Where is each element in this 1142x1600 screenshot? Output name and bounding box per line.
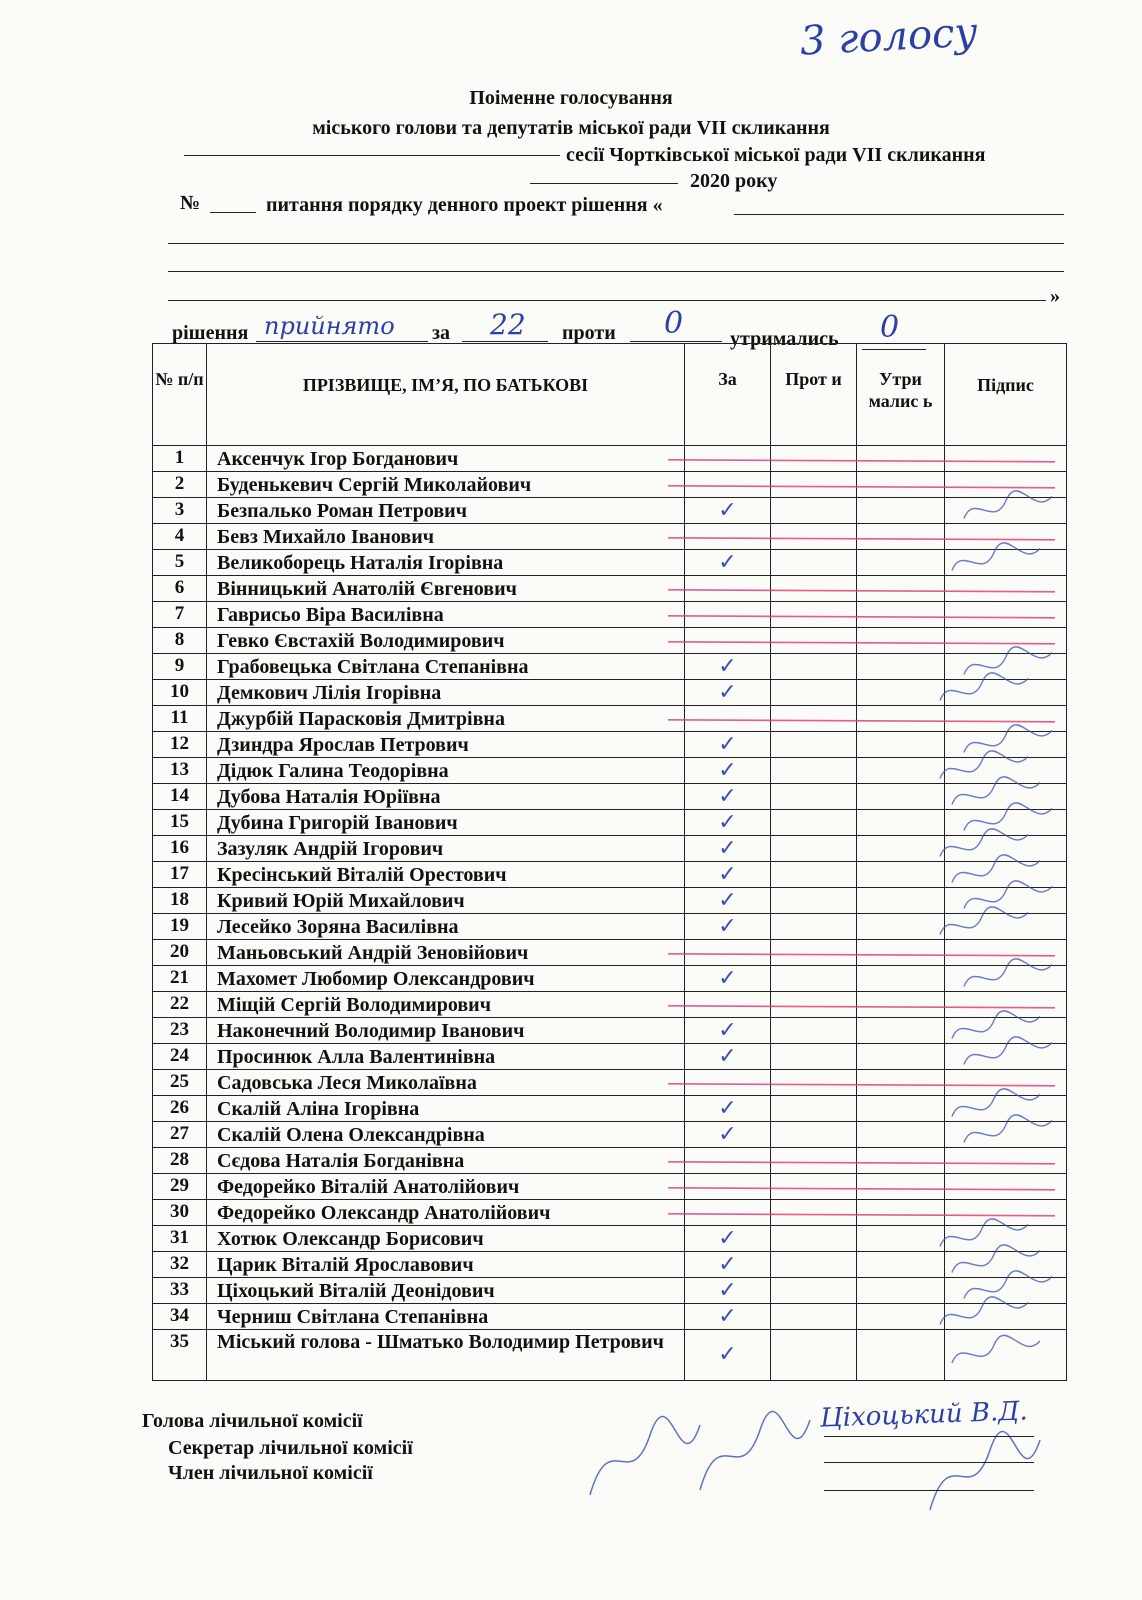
signature-scribble — [964, 803, 1052, 831]
signature-scribble — [964, 491, 1052, 519]
row-number: 14 — [153, 784, 207, 810]
against-label: проти — [562, 322, 616, 344]
row-name: Дзиндра Ярослав Петрович — [207, 732, 685, 758]
signature-scribble — [940, 1297, 1028, 1325]
check-mark-icon: ✓ — [718, 1303, 737, 1329]
row-number: 23 — [153, 1018, 207, 1044]
signature-scribble — [964, 1271, 1052, 1299]
row-name: Федорейко Віталій Анатолійович — [207, 1174, 685, 1200]
row-name: Маньовський Андрій Зеновійович — [207, 940, 685, 966]
row-number: 21 — [153, 966, 207, 992]
row-name: Демкович Лілія Ігорівна — [207, 680, 685, 706]
signature-scribble — [952, 543, 1040, 571]
secretary-sign-line — [824, 1462, 1034, 1463]
row-name: Міщій Сергій Володимирович — [207, 992, 685, 1018]
title-line-1: Поіменне голосування — [469, 87, 673, 109]
row-name: Кресінський Віталій Орестович — [207, 862, 685, 888]
for-label: за — [432, 322, 451, 344]
check-mark-icon: ✓ — [718, 835, 737, 861]
absent-strike-line — [668, 616, 1055, 618]
check-mark-icon: ✓ — [718, 783, 737, 809]
row-number: 35 — [153, 1330, 207, 1381]
title-line-2: міського голови та депутатів міської ради VII скликання — [312, 117, 830, 139]
absent-strike-line — [668, 538, 1055, 540]
absent-strike-line — [668, 1214, 1055, 1216]
row-name: Гевко Євстахій Володимирович — [207, 628, 685, 654]
row-name: Бевз Михайло Іванович — [207, 524, 685, 550]
signature-scribble — [940, 829, 1028, 857]
row-name: Федорейко Олександр Анатолійович — [207, 1200, 685, 1226]
item-number-label: № — [180, 192, 201, 214]
row-number: 29 — [153, 1174, 207, 1200]
abstain-label: утримались — [730, 328, 839, 350]
for-value: 22 — [490, 308, 526, 341]
commission-signature-scribble — [590, 1416, 700, 1495]
row-name: Лесейко Зоряна Василівна — [207, 914, 685, 940]
row-name: Скалій Аліна Ігорівна — [207, 1096, 685, 1122]
abstain-value: 0 — [880, 310, 900, 345]
row-name: Джурбій Парасковія Дмитрівна — [207, 706, 685, 732]
commission-signature-scribble — [700, 1411, 810, 1490]
row-name: Безпалько Роман Петрович — [207, 498, 685, 524]
signature-scribble — [940, 751, 1028, 779]
row-name: Дубина Григорій Іванович — [207, 810, 685, 836]
row-name: Скалій Олена Олександрівна — [207, 1122, 685, 1148]
member-sign-line — [824, 1490, 1034, 1491]
check-mark-icon: ✓ — [718, 1277, 737, 1303]
row-name: Дідюк Галина Теодорівна — [207, 758, 685, 784]
agenda-label: питання порядку денного проект рішення « — [266, 194, 663, 216]
commission-signature-scribble — [930, 1431, 1040, 1510]
row-number: 3 — [153, 498, 207, 524]
check-mark-icon: ✓ — [718, 1043, 737, 1069]
row-name: Зазуляк Андрій Ігорович — [207, 836, 685, 862]
check-mark-icon: ✓ — [718, 809, 737, 835]
absent-strike-line — [668, 954, 1055, 956]
row-name: Грабовецька Світлана Степанівна — [207, 654, 685, 680]
row-name: Сєдова Наталія Богданівна — [207, 1148, 685, 1174]
row-number: 1 — [153, 446, 207, 472]
corner-note: 3 голосу — [798, 9, 979, 65]
signature-scribble — [952, 777, 1040, 805]
check-mark-icon: ✓ — [718, 1121, 737, 1147]
row-name: Буденькевич Сергій Миколайович — [207, 472, 685, 498]
row-number: 12 — [153, 732, 207, 758]
row-number: 4 — [153, 524, 207, 550]
absent-strike-line — [668, 1188, 1055, 1190]
signature-scribble — [940, 673, 1028, 701]
row-name: Великоборець Наталія Ігорівна — [207, 550, 685, 576]
signature-scribble — [940, 1219, 1028, 1247]
absent-strike-line — [668, 642, 1055, 644]
row-number: 25 — [153, 1070, 207, 1096]
signature-scribble — [964, 647, 1052, 675]
row-number: 6 — [153, 576, 207, 602]
absent-strike-line — [668, 590, 1055, 592]
check-mark-icon: ✓ — [718, 679, 737, 705]
signature-scribble — [952, 855, 1040, 883]
row-name: Садовська Леся Миколаївна — [207, 1070, 685, 1096]
check-mark-icon: ✓ — [718, 861, 737, 887]
absent-strike-line — [668, 1162, 1055, 1164]
check-mark-icon: ✓ — [718, 1342, 737, 1367]
check-mark-icon: ✓ — [718, 965, 737, 991]
row-number: 31 — [153, 1226, 207, 1252]
row-name: Гаврисьо Віра Василівна — [207, 602, 685, 628]
head-sign-line — [824, 1436, 1034, 1437]
signature-scribble — [964, 1115, 1052, 1143]
check-mark-icon: ✓ — [718, 1225, 737, 1251]
row-number: 15 — [153, 810, 207, 836]
header-abstain: Утри малис ь — [857, 344, 945, 446]
row-name: Дубова Наталія Юріївна — [207, 784, 685, 810]
row-number: 19 — [153, 914, 207, 940]
row-name: Махомет Любомир Олександрович — [207, 966, 685, 992]
absent-strike-line — [668, 486, 1055, 488]
row-name: Ціхоцький Віталій Деонідович — [207, 1278, 685, 1304]
commission-head: Голова лічильної комісії — [142, 1410, 363, 1432]
header-signature: Підпис — [945, 344, 1067, 446]
row-number: 22 — [153, 992, 207, 1018]
row-number: 24 — [153, 1044, 207, 1070]
row-number: 30 — [153, 1200, 207, 1226]
signature-scribble — [952, 1335, 1040, 1363]
row-number: 13 — [153, 758, 207, 784]
row-number: 2 — [153, 472, 207, 498]
check-mark-icon: ✓ — [718, 549, 737, 575]
row-number: 18 — [153, 888, 207, 914]
row-number: 34 — [153, 1304, 207, 1330]
decision-value: прийнято — [264, 312, 395, 340]
signature-scribble — [952, 1245, 1040, 1273]
row-number: 7 — [153, 602, 207, 628]
check-mark-icon: ✓ — [718, 497, 737, 523]
row-number: 26 — [153, 1096, 207, 1122]
check-mark-icon: ✓ — [718, 1251, 737, 1277]
signature-scribble — [952, 1089, 1040, 1117]
header-for: За — [685, 344, 771, 446]
signature-scribble — [952, 1011, 1040, 1039]
signature-scribble — [964, 881, 1052, 909]
close-quote: » — [1050, 285, 1060, 307]
row-name: Наконечний Володимир Іванович — [207, 1018, 685, 1044]
commission-member: Член лічильної комісії — [168, 1462, 373, 1484]
row-name: Просинюк Алла Валентинівна — [207, 1044, 685, 1070]
signature-scribble — [964, 725, 1052, 753]
row-name: Міський голова - Шматько Володимир Петрович — [207, 1330, 685, 1381]
absent-strike-line — [668, 720, 1055, 722]
row-number: 10 — [153, 680, 207, 706]
row-number: 20 — [153, 940, 207, 966]
head-signed-name: Ціхоцький В.Д. — [819, 1396, 1029, 1434]
check-mark-icon: ✓ — [718, 913, 737, 939]
signature-scribble — [964, 959, 1052, 987]
check-mark-icon: ✓ — [718, 1095, 737, 1121]
absent-strike-line — [668, 1006, 1055, 1008]
against-value: 0 — [664, 306, 684, 341]
row-number: 11 — [153, 706, 207, 732]
row-number: 9 — [153, 654, 207, 680]
check-mark-icon: ✓ — [718, 731, 737, 757]
row-name: Хотюк Олександр Борисович — [207, 1226, 685, 1252]
row-number: 16 — [153, 836, 207, 862]
check-mark-icon: ✓ — [718, 653, 737, 679]
row-name: Кривий Юрій Михайлович — [207, 888, 685, 914]
title-line-4: 2020 року — [690, 170, 778, 192]
row-name: Царик Віталій Ярославович — [207, 1252, 685, 1278]
row-name: Черниш Світлана Степанівна — [207, 1304, 685, 1330]
signature-scribble — [940, 907, 1028, 935]
row-number: 8 — [153, 628, 207, 654]
header-against: Прот и — [771, 344, 857, 446]
row-number: 33 — [153, 1278, 207, 1304]
absent-strike-line — [668, 460, 1055, 462]
row-number: 28 — [153, 1148, 207, 1174]
check-mark-icon: ✓ — [718, 757, 737, 783]
check-mark-icon: ✓ — [718, 1017, 737, 1043]
row-number: 27 — [153, 1122, 207, 1148]
row-number: 32 — [153, 1252, 207, 1278]
absent-strike-line — [668, 1084, 1055, 1086]
decision-label: рішення — [172, 322, 249, 344]
signature-scribble — [964, 1037, 1052, 1065]
row-name: Вінницький Анатолій Євгенович — [207, 576, 685, 602]
check-mark-icon: ✓ — [718, 887, 737, 913]
row-number: 5 — [153, 550, 207, 576]
header-num: № п/п — [153, 344, 207, 446]
header-name: ПРІЗВИЩЕ, ІМ’Я, ПО БАТЬКОВІ — [207, 344, 685, 446]
row-number: 17 — [153, 862, 207, 888]
commission-secretary: Секретар лічильної комісії — [168, 1437, 413, 1459]
title-line-3: сесії Чортківської міської ради VII скликання — [566, 144, 986, 166]
row-name: Аксенчук Ігор Богданович — [207, 446, 685, 472]
